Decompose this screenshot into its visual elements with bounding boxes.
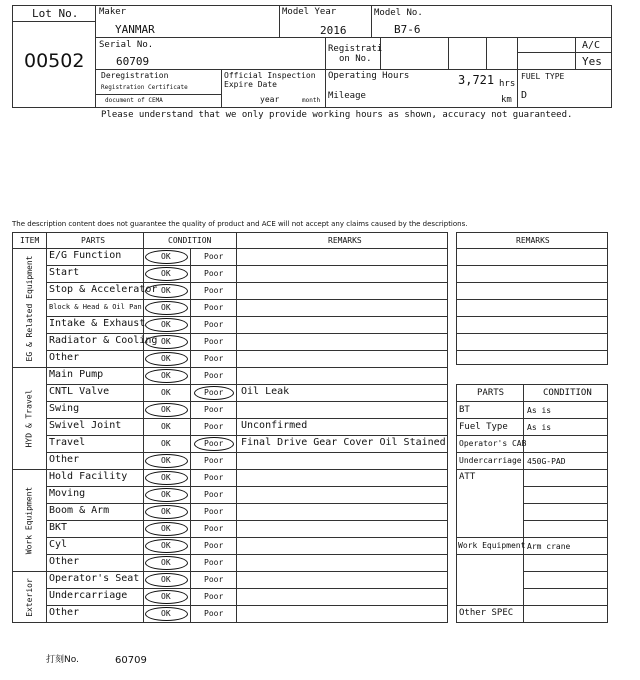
ac-value: Yes: [582, 55, 602, 68]
other-spec-label: Other SPEC: [459, 608, 514, 618]
remarks-header: REMARKS: [328, 236, 362, 245]
model-no-value: B7-6: [394, 23, 421, 36]
year-label: year: [260, 95, 280, 104]
condition-ok: OK: [161, 456, 171, 465]
condition-poor: Poor: [204, 507, 224, 516]
lot-number: 00502: [24, 50, 85, 72]
condition-poor: Poor: [204, 354, 224, 363]
condition-ok: OK: [161, 354, 171, 363]
model-no-label: Model No.: [374, 8, 423, 18]
condition-selected-circle: [145, 284, 188, 298]
condition-selected-circle: [145, 403, 188, 417]
condition-ok: OK: [161, 303, 171, 312]
condition-ok: OK: [161, 609, 171, 618]
serial-label: Serial No.: [99, 40, 154, 50]
condition-poor: Poor: [204, 473, 224, 482]
operating-hours-value: 3,721: [458, 73, 495, 87]
condition-poor: Poor: [204, 524, 224, 533]
remark-text: Final Drive Gear Cover Oil Stained: [241, 437, 446, 448]
condition-poor: Poor: [204, 592, 224, 601]
condition-selected-circle: [145, 505, 188, 519]
remark-text: Unconfirmed: [241, 420, 308, 431]
part-name: Moving: [49, 488, 86, 499]
condition-selected-circle: [145, 607, 188, 621]
mileage-label: Mileage: [328, 91, 366, 101]
deregistration-label: Deregistration: [101, 71, 169, 80]
spec-row-part: Undercarriage: [459, 456, 522, 465]
condition-ok: OK: [161, 592, 171, 601]
cema-document-label: document of CEMA: [105, 97, 163, 104]
condition-selected-circle: [145, 590, 188, 604]
condition-poor: Poor: [204, 575, 224, 584]
parts-header: PARTS: [81, 236, 106, 245]
item-group-label: Work Equipment: [24, 486, 34, 555]
condition-ok: OK: [161, 541, 171, 550]
serial-value: 60709: [116, 55, 150, 68]
maker-label: Maker: [99, 7, 127, 17]
condition-ok: OK: [161, 575, 171, 584]
condition-selected-circle: [145, 250, 188, 264]
condition-poor: Poor: [204, 371, 224, 380]
model-year-label: Model Year: [282, 7, 337, 17]
mileage-unit: km: [501, 95, 512, 105]
lot-label: Lot No.: [32, 7, 79, 20]
part-name: Intake & Exhaust: [49, 318, 146, 329]
condition-poor: Poor: [204, 337, 224, 346]
model-year-value: 2016: [320, 24, 347, 37]
condition-selected-circle: [194, 437, 234, 451]
condition-ok: OK: [161, 371, 171, 380]
condition-poor: Poor: [204, 320, 224, 329]
hours-unit: hrs: [499, 79, 516, 89]
spec-row-part: Fuel Type: [459, 422, 508, 432]
work-equipment-value: Arm crane: [527, 542, 571, 551]
condition-selected-circle: [145, 318, 188, 332]
part-name: Main Pump: [49, 369, 104, 380]
condition-selected-circle: [145, 454, 188, 468]
condition-poor: Poor: [204, 490, 224, 499]
condition-selected-circle: [145, 573, 188, 587]
spec-parts-header: PARTS: [477, 388, 505, 398]
registration-certificate-label: Registration Certificate: [101, 84, 188, 91]
condition-selected-circle: [145, 488, 188, 502]
condition-poor: Poor: [204, 388, 224, 397]
item-group-label: HYD & Travel: [24, 389, 34, 448]
part-name: Other: [49, 454, 80, 465]
remark-text: Oil Leak: [241, 386, 290, 397]
spec-condition-header: CONDITION: [543, 388, 592, 398]
spec-row-condition: 450G-PAD: [527, 457, 566, 466]
condition-ok: OK: [161, 337, 171, 346]
registration-label-line2: on No.: [339, 54, 372, 64]
part-name: Block & Head & Oil Pan: [49, 303, 142, 311]
spec-row-part: BT: [459, 405, 470, 415]
part-name: Other: [49, 352, 80, 363]
condition-selected-circle: [145, 369, 188, 383]
condition-poor: Poor: [204, 303, 224, 312]
fuel-type-value: D: [521, 90, 528, 101]
month-label: month: [302, 97, 321, 104]
condition-selected-circle: [145, 471, 188, 485]
disclaimer: The description content does not guarantee the quality of product and ACE will not accept any claims caused by the descriptions.: [12, 220, 468, 228]
part-name: Other: [49, 556, 80, 567]
inspection-label-line2: Expire Date: [224, 80, 277, 89]
condition-selected-circle: [145, 301, 188, 315]
condition-ok: OK: [161, 269, 171, 278]
condition-ok: OK: [161, 422, 171, 431]
stamp-number-value: 60709: [115, 655, 147, 666]
stamp-number-label: 打刻No.: [46, 655, 79, 665]
condition-ok: OK: [161, 524, 171, 533]
item-header: ITEM: [20, 236, 40, 245]
condition-poor: Poor: [204, 252, 224, 261]
condition-selected-circle: [145, 267, 188, 281]
part-name: Swivel Joint: [49, 420, 122, 431]
maker-value: YANMAR: [115, 23, 155, 36]
part-name: Start: [49, 267, 80, 278]
condition-poor: Poor: [204, 558, 224, 567]
part-name: Other: [49, 607, 80, 618]
condition-ok: OK: [161, 405, 171, 414]
condition-poor: Poor: [204, 541, 224, 550]
part-name: Radiator & Cooling: [49, 335, 158, 346]
part-name: Hold Facility: [49, 471, 128, 482]
condition-selected-circle: [145, 352, 188, 366]
item-group-label: EG & Related Equipment: [24, 255, 34, 361]
item-group-label: Exterior: [24, 577, 34, 617]
spec-row-part: Operator's CAB: [459, 439, 527, 448]
operating-hours-label: Operating Hours: [328, 71, 410, 81]
condition-selected-circle: [145, 556, 188, 570]
condition-header: CONDITION: [168, 236, 212, 245]
condition-selected-circle: [145, 522, 188, 536]
part-name: Cyl: [49, 539, 68, 550]
condition-selected-circle: [145, 539, 188, 553]
condition-selected-circle: [194, 386, 234, 400]
condition-poor: Poor: [204, 286, 224, 295]
condition-selected-circle: [145, 335, 188, 349]
att-label: ATT: [459, 472, 476, 482]
condition-ok: OK: [161, 473, 171, 482]
condition-poor: Poor: [204, 422, 224, 431]
part-name: CNTL Valve: [49, 386, 110, 397]
part-name: Stop & Accelerator: [49, 284, 158, 295]
condition-ok: OK: [161, 252, 171, 261]
part-name: Travel: [49, 437, 86, 448]
work-equipment-label: Work Equipment: [458, 541, 526, 550]
condition-poor: Poor: [204, 456, 224, 465]
fuel-type-label: FUEL TYPE: [521, 72, 565, 81]
condition-poor: Poor: [204, 269, 224, 278]
condition-poor: Poor: [204, 439, 224, 448]
part-name: Boom & Arm: [49, 505, 110, 516]
right-remarks-header: REMARKS: [516, 236, 550, 245]
part-name: Swing: [49, 403, 80, 414]
part-name: BKT: [49, 522, 68, 533]
condition-ok: OK: [161, 558, 171, 567]
part-name: Operator's Seat: [49, 573, 140, 584]
condition-ok: OK: [161, 286, 171, 295]
spec-row-condition: As is: [527, 423, 552, 432]
spec-row-condition: As is: [527, 406, 552, 415]
hours-accuracy-note: Please understand that we only provide working hours as shown, accuracy not guaranteed.: [101, 110, 573, 120]
condition-ok: OK: [161, 439, 171, 448]
ac-label: A/C: [582, 40, 601, 51]
condition-ok: OK: [161, 490, 171, 499]
condition-poor: Poor: [204, 405, 224, 414]
part-name: Undercarriage: [49, 590, 128, 601]
condition-ok: OK: [161, 320, 171, 329]
inspection-label-line1: Official Inspection: [224, 71, 316, 80]
registration-label-line1: Registrati: [328, 44, 383, 54]
condition-ok: OK: [161, 388, 171, 397]
condition-ok: OK: [161, 507, 171, 516]
part-name: E/G Function: [49, 250, 122, 261]
condition-poor: Poor: [204, 609, 224, 618]
